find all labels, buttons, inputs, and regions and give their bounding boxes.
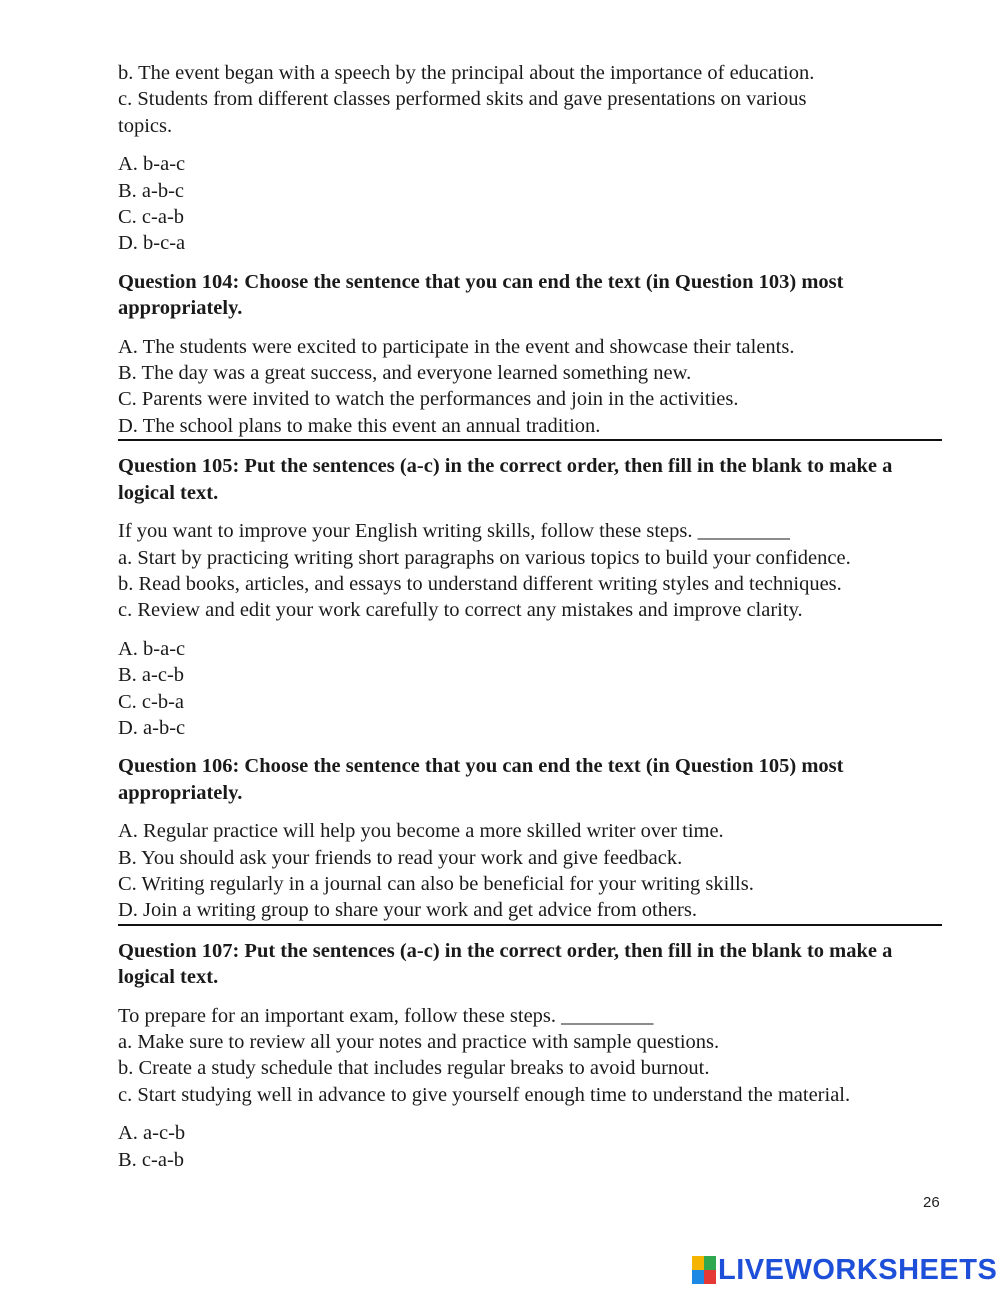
page-number: 26 (923, 1194, 940, 1211)
option-b[interactable]: B. You should ask your friends to read your work and give feedback. (118, 846, 683, 869)
option-b[interactable]: B. a-b-c (118, 179, 185, 202)
option-b[interactable]: B. c-a-b (118, 1148, 185, 1171)
question-105-intro: If you want to improve your English writing skills, follow these steps. _________ (118, 520, 790, 543)
sentence-c: c. Review and edit your work carefully to correct any mistakes and improve clarity. (118, 599, 803, 622)
option-c[interactable]: C. c-a-b (118, 206, 185, 229)
question-105-title: Question 105: Put the sentences (a-c) in the correct order, then fill in the blank to make a logical text. (118, 455, 893, 504)
sentence-b: b. Create a study schedule that includes regular breaks to avoid burnout. (118, 1057, 710, 1080)
sentence-c: c. Start studying well in advance to give yourself enough time to understand the material. (118, 1083, 851, 1106)
worksheet-page (118, 60, 942, 1173)
option-a[interactable]: A. a-c-b (118, 1122, 186, 1145)
option-d[interactable]: D. a-b-c (118, 716, 186, 739)
sentence-a: a. Start by practicing writing short paragraphs on various topics to build your confidence. (118, 546, 851, 569)
question-107-title: Question 107: Put the sentences (a-c) in the correct order, then fill in the blank to make a logical text. (118, 939, 893, 989)
option-a[interactable]: A. b-a-c (118, 153, 186, 176)
question-104-title: Question 104: Choose the sentence that you can end the text (in Question 103) most appropriately. (118, 270, 844, 320)
option-c[interactable]: C. Writing regularly in a journal can also be beneficial for your writing skills. (118, 872, 754, 895)
option-a[interactable]: A. The students were excited to participate in the event and showcase their talents. (118, 335, 795, 358)
sentence-c-cont: topics. (118, 114, 173, 137)
option-a[interactable]: A. b-a-c (118, 637, 186, 660)
sentence-b: b. Read books, articles, and essays to understand different writing styles and techniques. (118, 572, 842, 595)
option-b[interactable]: B. The day was a great success, and everyone learned something new. (118, 362, 692, 385)
option-c[interactable]: C. c-b-a (118, 690, 185, 713)
question-106-title: Question 106: Choose the sentence that you can end the text (in Question 105) most appropriately. (118, 755, 844, 804)
sentence-c: c. Students from different classes performed skits and gave presentations on various (118, 88, 807, 111)
brand-name: LIVEWORKSHEETS (718, 1253, 998, 1286)
question-107-intro: To prepare for an important exam, follow these steps. _________ (118, 1004, 654, 1027)
option-b[interactable]: B. a-c-b (118, 664, 185, 687)
liveworksheets-logo[interactable] (692, 1252, 997, 1288)
liveworksheets-icon (692, 1256, 716, 1284)
option-d[interactable]: D. The school plans to make this event an annual tradition. (118, 414, 601, 437)
sentence-a: a. Make sure to review all your notes and practice with sample questions. (118, 1031, 720, 1053)
option-d[interactable]: D. b-c-a (118, 232, 186, 255)
option-d[interactable]: D. Join a writing group to share your work and get advice from others. (118, 899, 697, 922)
option-a[interactable]: A. Regular practice will help you become a more skilled writer over time. (118, 820, 724, 843)
option-c[interactable]: C. Parents were invited to watch the performances and join in the activities. (118, 388, 739, 411)
sentence-b: b. The event began with a speech by the principal about the importance of education. (118, 62, 815, 84)
